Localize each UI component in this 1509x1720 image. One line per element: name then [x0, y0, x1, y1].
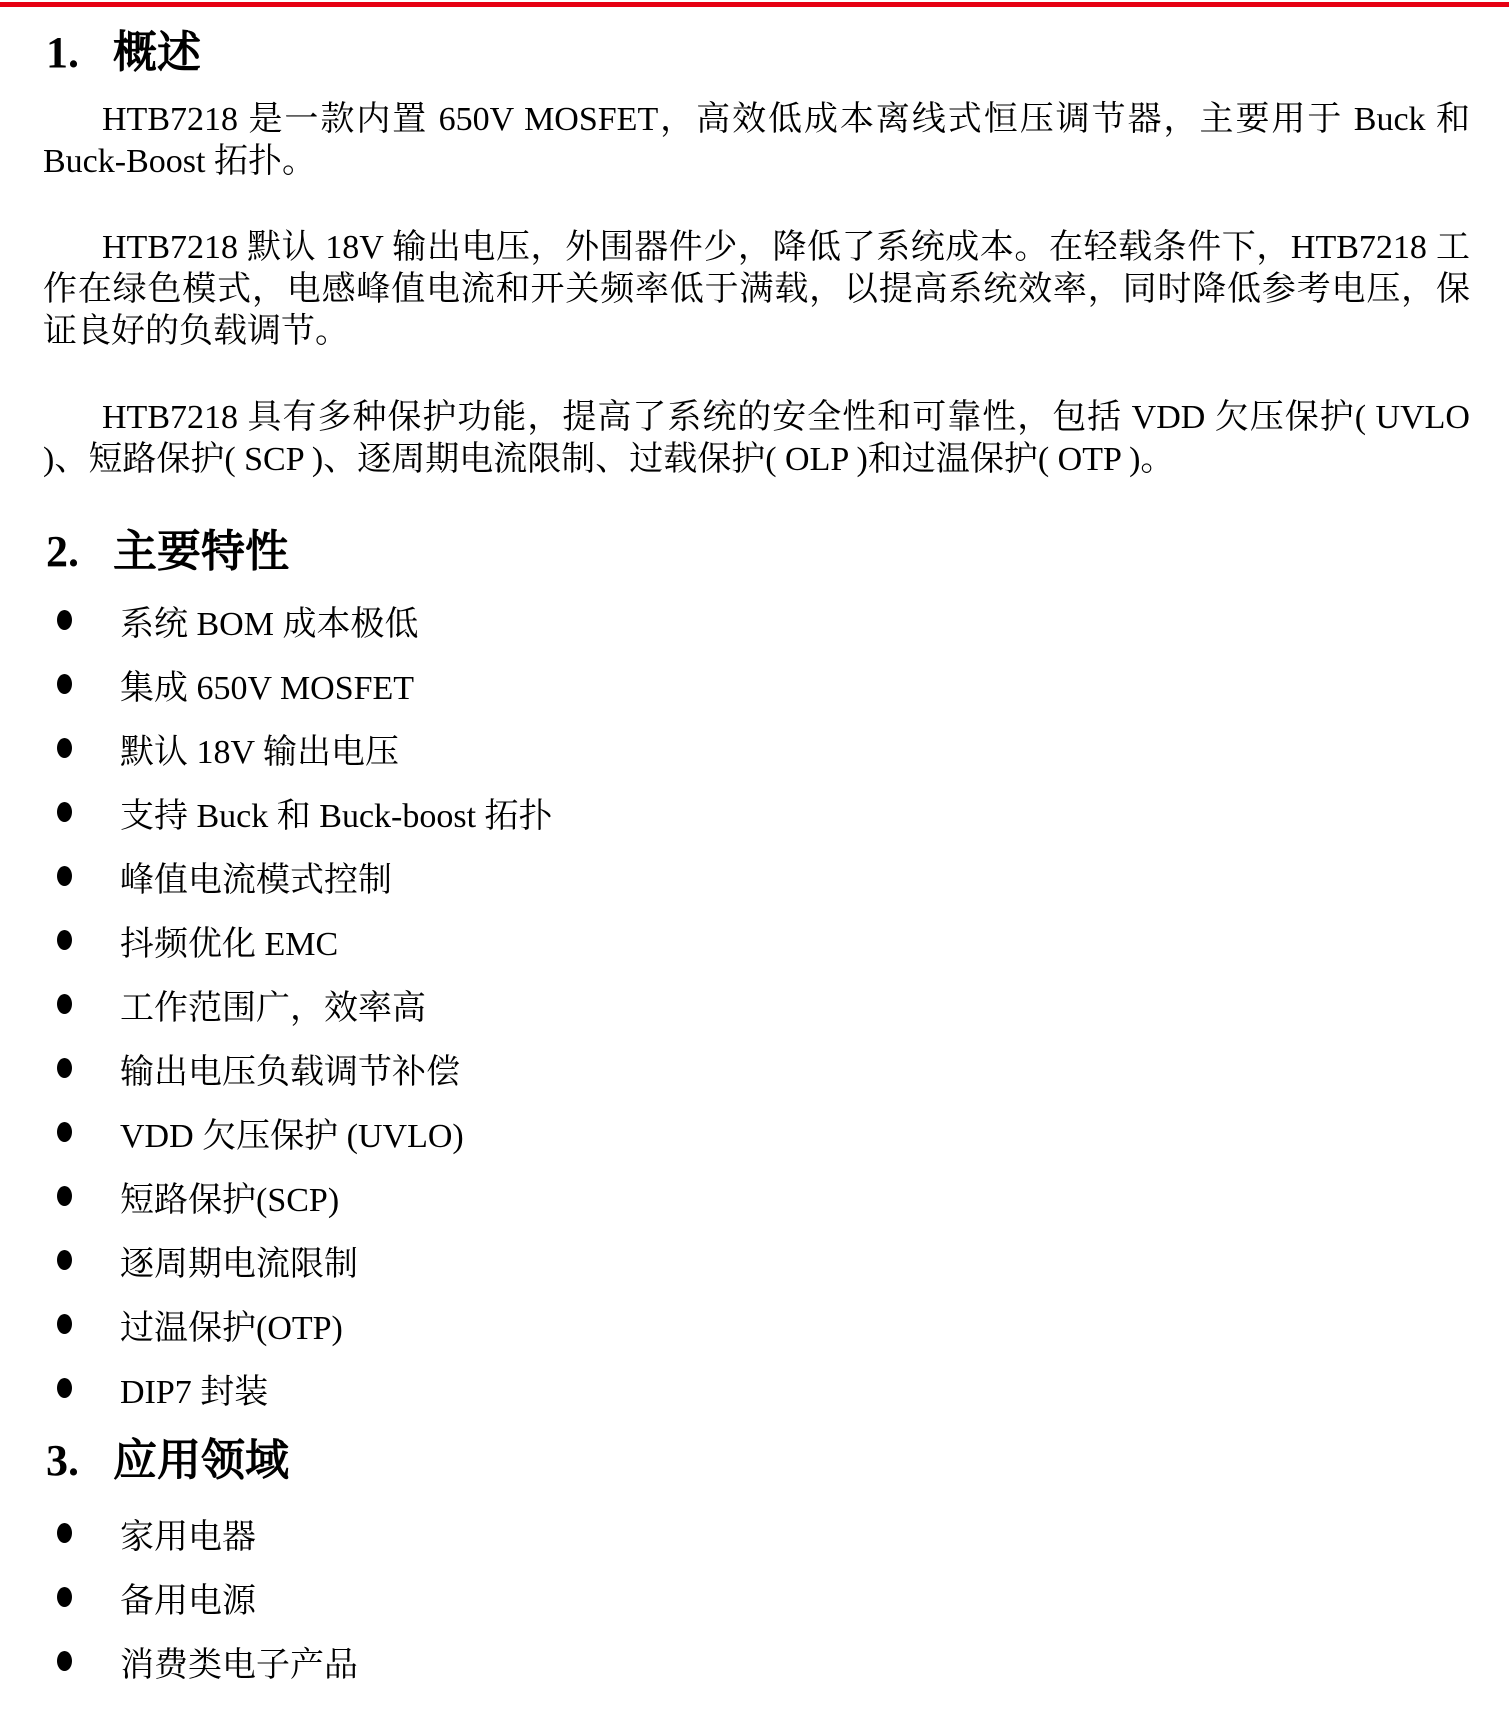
- section-2-title: 主要特性: [113, 527, 289, 576]
- bullet-icon: [57, 674, 72, 694]
- bullet-icon: [57, 610, 72, 630]
- bullet-icon: [57, 738, 72, 758]
- overview-paragraphs: [43, 99, 1470, 481]
- header-rule: [0, 2, 1509, 7]
- list-item: [43, 1501, 1470, 1565]
- list-item-label: 备用电源: [120, 1582, 256, 1620]
- bullet-icon: [57, 1122, 72, 1142]
- bullet-icon: [57, 1523, 72, 1543]
- list-item: [43, 1100, 1470, 1164]
- list-item: [43, 716, 1470, 780]
- bullet-icon: [57, 1314, 72, 1334]
- bullet-icon: [57, 1186, 72, 1206]
- list-item: [43, 588, 1470, 652]
- list-item: [43, 972, 1470, 1036]
- features-list: [43, 588, 1470, 1420]
- bullet-icon: [57, 1587, 72, 1607]
- list-item: [43, 652, 1470, 716]
- list-item-label: 家用电器: [120, 1518, 256, 1556]
- list-item: [43, 1629, 1470, 1693]
- list-item-label: 峰值电流模式控制: [120, 861, 392, 899]
- applications-list: [43, 1501, 1470, 1693]
- list-item: [43, 844, 1470, 908]
- paragraph: HTB7218 具有多种保护功能，提高了系统的安全性和可靠性，包括 VDD 欠压保护( UVLO )、短路保护( SCP )、逐周期电流限制、过载保护( OLP )和过温保护( OTP )。: [43, 399, 1470, 478]
- list-item: [43, 908, 1470, 972]
- list-item-label: 默认 18V 输出电压: [120, 733, 399, 771]
- list-item: [43, 1292, 1470, 1356]
- section-3-number: 3.: [46, 1436, 79, 1485]
- list-item-label: DIP7 封装: [120, 1373, 269, 1411]
- list-item-label: VDD 欠压保护 (UVLO): [120, 1117, 464, 1155]
- list-item: [43, 1228, 1470, 1292]
- list-item-label: 抖频优化 EMC: [120, 925, 339, 963]
- list-item-label: 过温保护(OTP): [120, 1309, 343, 1347]
- list-item: [43, 1356, 1470, 1420]
- bullet-icon: [57, 866, 72, 886]
- list-item: [43, 1036, 1470, 1100]
- list-item-label: 消费类电子产品: [120, 1646, 358, 1684]
- section-2-number: 2.: [46, 527, 79, 576]
- list-item: [43, 1565, 1470, 1629]
- list-item-label: 逐周期电流限制: [120, 1245, 358, 1283]
- bullet-icon: [57, 1378, 72, 1398]
- section-1-heading: [43, 26, 1470, 79]
- list-item: [43, 1164, 1470, 1228]
- list-item-label: 短路保护(SCP): [120, 1181, 340, 1219]
- bullet-icon: [57, 1250, 72, 1270]
- list-item: [43, 780, 1470, 844]
- section-3-title: 应用领域: [113, 1436, 289, 1485]
- paragraph: HTB7218 默认 18V 输出电压，外围器件少，降低了系统成本。在轻载条件下，HTB7218 工作在绿色模式，电感峰值电流和开关频率低于满载，以提高系统效率，同时降低参考电压，保证良好的负载调节。: [43, 229, 1470, 350]
- section-3-heading: [43, 1434, 1470, 1487]
- bullet-icon: [57, 994, 72, 1014]
- list-item-label: 输出电压负载调节补偿: [120, 1053, 460, 1091]
- section-1-number: 1.: [46, 28, 79, 77]
- list-item-label: 系统 BOM 成本极低: [120, 605, 419, 643]
- list-item-label: 工作范围广，效率高: [120, 989, 426, 1027]
- bullet-icon: [57, 802, 72, 822]
- paragraph: HTB7218 是一款内置 650V MOSFET，高效低成本离线式恒压调节器，主要用于 Buck 和 Buck-Boost 拓扑。: [43, 101, 1470, 180]
- bullet-icon: [57, 930, 72, 950]
- bullet-icon: [57, 1058, 72, 1078]
- section-2-heading: [43, 525, 1470, 578]
- bullet-icon: [57, 1651, 72, 1671]
- list-item-label: 支持 Buck 和 Buck-boost 拓扑: [120, 797, 553, 835]
- section-1-title: 概述: [113, 28, 201, 77]
- list-item-label: 集成 650V MOSFET: [120, 669, 415, 707]
